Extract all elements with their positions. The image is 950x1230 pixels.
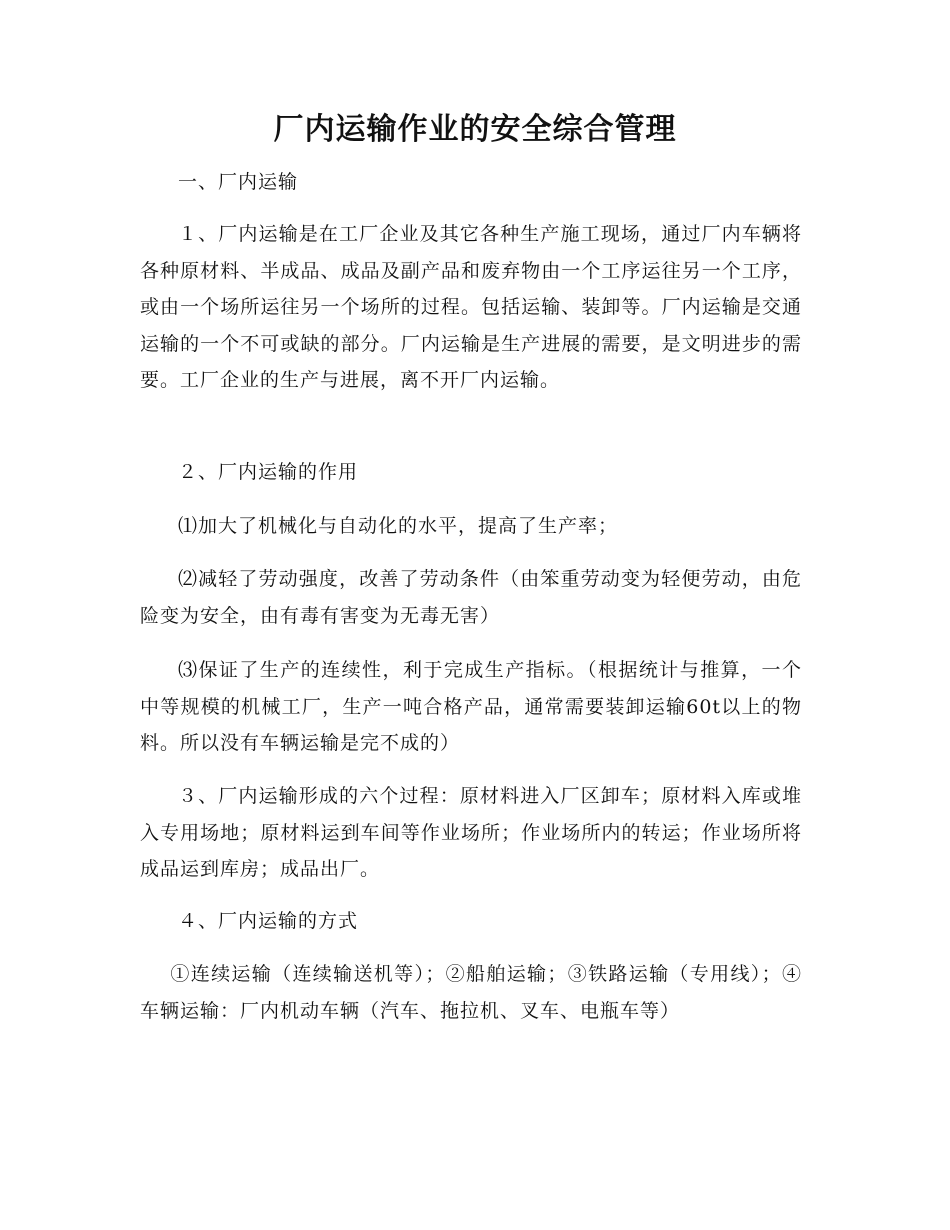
section-heading-1: 一、厂内运输 (178, 171, 299, 193)
paragraph-1: １、厂内运输是在工厂企业及其它各种生产施工现场，通过厂内车辆将各种原材料、半成品、成品及副产品和废弃物由一个工序运往另一个工序，或由一个场所运往另一个场所的过程。包括运输、装卸等。厂内运输是交通运输的一个不可或缺的部分。厂内运输是生产进展的需要，是文明进步的需要。工厂企业的生产与进展，离不开厂内运输。 (140, 223, 802, 391)
paragraph-4-heading: ４、厂内运输的方式 (178, 910, 359, 932)
paragraph-2-item-2: ⑵减轻了劳动强度，改善了劳动条件（由笨重劳动变为轻便劳动，由危险变为安全，由有毒有害变为无毒无害） (140, 568, 802, 627)
paragraph-2-item-3: ⑶保证了生产的连续性，利于完成生产指标。（根据统计与推算，一个中等规模的机械工厂，生产一吨合格产品，通常需要装卸运输60t以上的物料。所以没有车辆运输是完不成的） (140, 659, 802, 754)
paragraph-2-item-1: ⑴加大了机械化与自动化的水平，提高了生产率； (178, 515, 619, 537)
paragraph-2-heading: ２、厂内运输的作用 (178, 461, 359, 483)
paragraph-3: ３、厂内运输形成的六个过程：原材料进入厂区卸车；原材料入库或堆入专用场地；原材料运到车间等作业场所；作业场所内的转运；作业场所将成品运到库房；成品出厂。 (140, 785, 802, 880)
document-title: 厂内运输作业的安全综合管理 (273, 112, 677, 147)
paragraph-4-body: ①连续运输（连续输送机等）；②船舶运输；③铁路运输（专用线）；④车辆运输：厂内机动车辆（汽车、拖拉机、叉车、电瓶车等） (140, 963, 802, 1022)
